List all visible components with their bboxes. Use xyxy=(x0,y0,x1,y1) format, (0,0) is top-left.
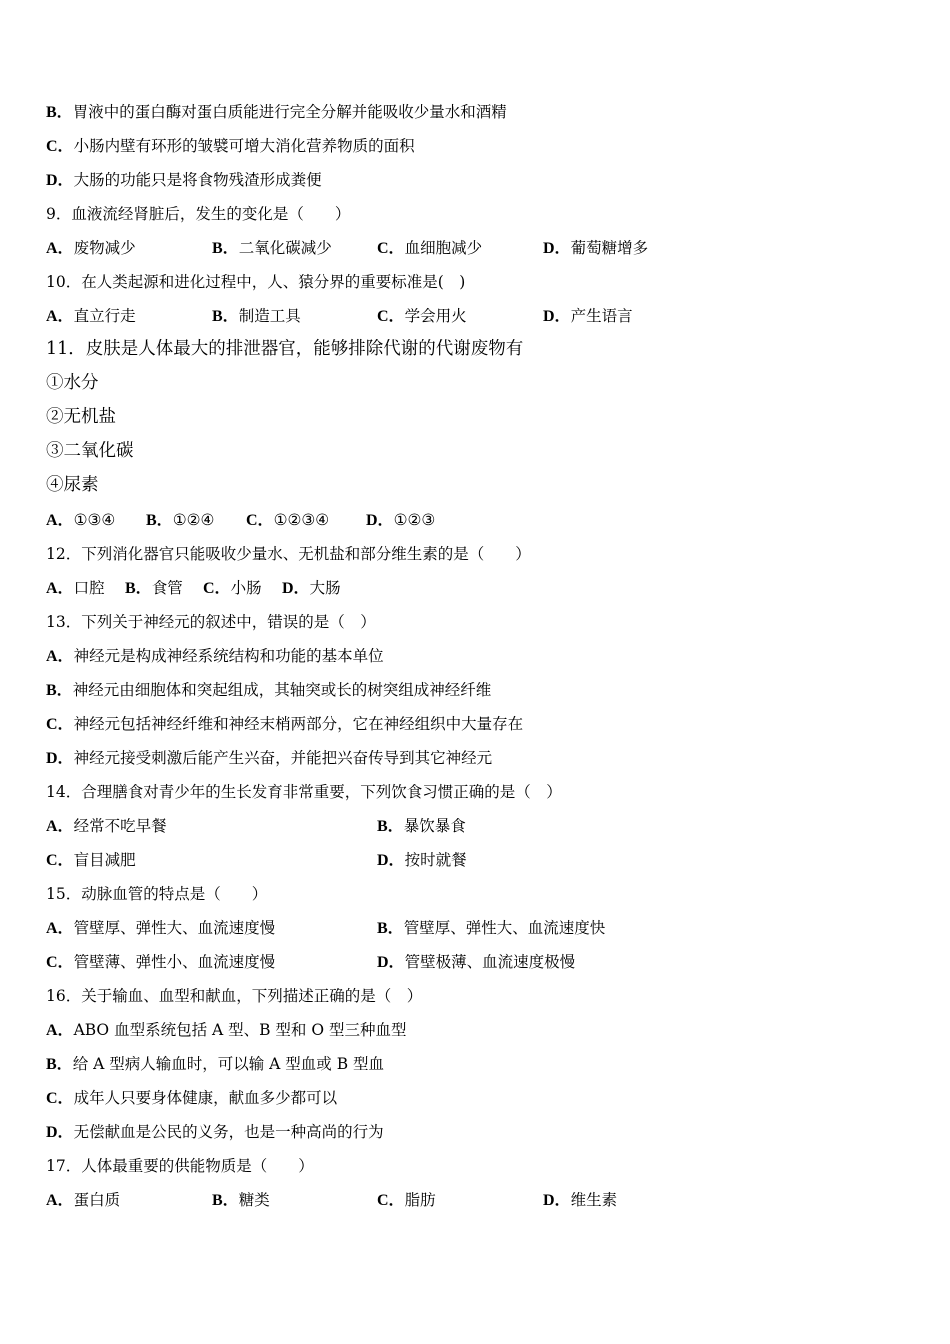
q14-option-a: A．经常不吃早餐 xyxy=(46,817,167,835)
q10-option-a: A．直立行走 xyxy=(46,307,136,325)
q12-option-d: D．大肠 xyxy=(282,579,341,597)
q16-option-a: A．ABO 血型系统包括 A 型、B 型和 O 型三种血型 xyxy=(46,1021,407,1039)
q17-option-c: C．脂肪 xyxy=(377,1191,436,1209)
q17-stem: 17．人体最重要的供能物质是（ ） xyxy=(46,1157,314,1175)
q8-option-c: C．小肠内壁有环形的皱襞可增大消化营养物质的面积 xyxy=(46,137,415,155)
q14-stem: 14．合理膳食对青少年的生长发育非常重要，下列饮食习惯正确的是（ ） xyxy=(46,783,562,801)
q13-option-c: C．神经元包括神经纤维和神经末梢两部分，它在神经组织中大量存在 xyxy=(46,715,524,733)
q11-item-4: ④尿素 xyxy=(46,475,99,495)
q12-option-c: C．小肠 xyxy=(203,579,262,597)
q9-option-c: C．血细胞减少 xyxy=(377,239,483,257)
q9-option-d: D．葡萄糖增多 xyxy=(543,239,649,257)
q17-option-d: D．维生素 xyxy=(543,1191,618,1209)
q16-stem: 16．关于输血、血型和献血，下列描述正确的是（ ） xyxy=(46,987,423,1005)
q14-option-d: D．按时就餐 xyxy=(377,851,467,869)
q16-option-b: B．给 A 型病人输血时，可以输 A 型血或 B 型血 xyxy=(46,1055,385,1073)
q17-option-a: A．蛋白质 xyxy=(46,1191,121,1209)
q11-option-d: D．①②③ xyxy=(366,511,436,529)
q15-option-a: A．管壁厚、弹性大、血流速度慢 xyxy=(46,919,276,937)
q13-option-d: D．神经元接受刺激后能产生兴奋，并能把兴奋传导到其它神经元 xyxy=(46,749,493,767)
q13-option-b: B．神经元由细胞体和突起组成，其轴突或长的树突组成神经纤维 xyxy=(46,681,492,699)
q12-option-a: A．口腔 xyxy=(46,579,105,597)
q12-option-b: B．食管 xyxy=(125,579,183,597)
q17-option-b: B．糖类 xyxy=(212,1191,270,1209)
q15-option-b: B．管壁厚、弹性大、血流速度快 xyxy=(377,919,606,937)
q9-stem: 9．血液流经肾脏后，发生的变化是（ ） xyxy=(46,205,351,223)
q15-stem: 15．动脉血管的特点是（ ） xyxy=(46,885,268,903)
q14-option-c: C．盲目减肥 xyxy=(46,851,136,869)
q11-option-c: C．①②③④ xyxy=(246,511,330,529)
q10-option-d: D．产生语言 xyxy=(543,307,633,325)
q12-stem: 12．下列消化器官只能吸收少量水、无机盐和部分维生素的是（ ） xyxy=(46,545,531,563)
q11-stem: 11．皮肤是人体最大的排泄器官，能够排除代谢的代谢废物有 xyxy=(46,339,524,359)
q11-option-a: A．①③④ xyxy=(46,511,116,529)
q10-stem: 10．在人类起源和进化过程中，人、猿分界的重要标准是( ) xyxy=(46,273,466,291)
q11-item-3: ③二氧化碳 xyxy=(46,441,134,461)
q9-option-b: B．二氧化碳减少 xyxy=(212,239,332,257)
q10-option-c: C．学会用火 xyxy=(377,307,467,325)
q11-item-1: ①水分 xyxy=(46,373,99,393)
q15-option-d: D．管壁极薄、血流速度极慢 xyxy=(377,953,576,971)
q8-option-b: B．胃液中的蛋白酶对蛋白质能进行完全分解并能吸收少量水和酒精 xyxy=(46,103,507,121)
q8-option-d: D．大肠的功能只是将食物残渣形成粪便 xyxy=(46,171,322,189)
q14-option-b: B．暴饮暴食 xyxy=(377,817,466,835)
q16-option-c: C．成年人只要身体健康，献血多少都可以 xyxy=(46,1089,338,1107)
q16-option-d: D．无偿献血是公民的义务，也是一种高尚的行为 xyxy=(46,1123,384,1141)
q10-option-b: B．制造工具 xyxy=(212,307,301,325)
q11-option-b: B．①②④ xyxy=(146,511,215,529)
q13-stem: 13．下列关于神经元的叙述中，错误的是（ ） xyxy=(46,613,376,631)
q9-option-a: A．废物减少 xyxy=(46,239,136,257)
q13-option-a: A．神经元是构成神经系统结构和功能的基本单位 xyxy=(46,647,384,665)
q11-item-2: ②无机盐 xyxy=(46,407,116,427)
q15-option-c: C．管壁薄、弹性小、血流速度慢 xyxy=(46,953,276,971)
